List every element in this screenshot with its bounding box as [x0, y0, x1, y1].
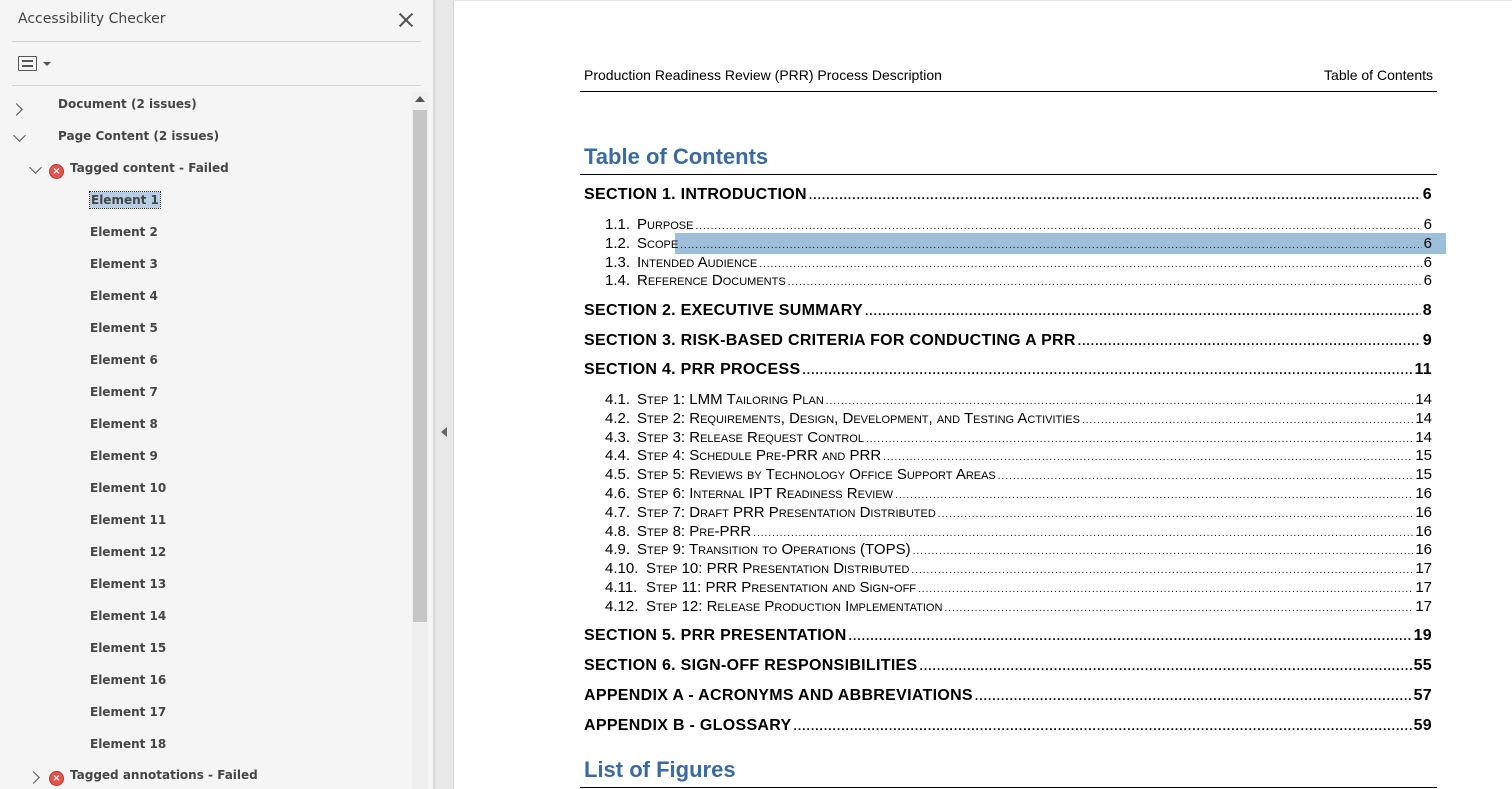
- chevron-down-icon: [43, 62, 51, 66]
- list-of-figures-heading: List of Figures: [584, 757, 736, 782]
- error-icon: ×: [49, 164, 64, 179]
- element-label: Element 11: [90, 513, 167, 527]
- toc-entry[interactable]: [584, 332, 1432, 350]
- element-item[interactable]: [0, 702, 412, 724]
- divider: [12, 85, 421, 86]
- toc-entry-page: 16: [1415, 523, 1432, 540]
- toc-entry-label: Step 11: PRR Presentation and Sign-off: [646, 579, 917, 596]
- close-icon[interactable]: [396, 10, 416, 30]
- element-item[interactable]: [0, 446, 412, 468]
- toc-entry[interactable]: [584, 186, 1432, 204]
- toc-entry-page: 17: [1415, 579, 1432, 596]
- panel-splitter[interactable]: [434, 0, 454, 789]
- scroll-up-icon[interactable]: [415, 96, 425, 102]
- toc-entry-number: 1.2.: [605, 235, 631, 252]
- scrollbar-thumb[interactable]: [413, 110, 427, 622]
- toc-entry-page: 14: [1415, 410, 1432, 427]
- toc-entry-page: 6: [1422, 186, 1432, 203]
- element-item[interactable]: [0, 350, 412, 372]
- toc-entry-label: Step 8: Pre-PRR: [637, 523, 752, 540]
- chevron-right-icon[interactable]: [10, 103, 23, 116]
- chevron-down-icon[interactable]: [13, 129, 26, 142]
- toc-entry-number: 4.8.: [605, 523, 631, 540]
- element-label: Element 16: [90, 673, 167, 687]
- element-label: Element 15: [90, 641, 167, 655]
- toc-entry-page: 16: [1415, 504, 1432, 521]
- element-label: Element 4: [90, 289, 158, 303]
- element-label: Element 2: [90, 225, 158, 239]
- toc-entry-label: Reference Documents: [637, 272, 786, 289]
- element-label: Element 18: [90, 737, 167, 751]
- element-label: Element 5: [90, 321, 158, 335]
- toc-entry-label: Step 4: Schedule Pre-PRR and PRR: [637, 447, 882, 464]
- element-label: Element 9: [90, 449, 158, 463]
- element-label: Element 3: [90, 257, 158, 271]
- toc-entry-page: 15: [1415, 466, 1432, 483]
- toc-entry[interactable]: [605, 391, 1432, 408]
- toc-entry-page: 55: [1413, 657, 1432, 674]
- element-item[interactable]: [0, 478, 412, 500]
- toc-entry[interactable]: [605, 523, 1432, 540]
- issues-tree: [0, 90, 412, 789]
- toc-entry-page: 14: [1415, 391, 1432, 408]
- toc-entry-number: 4.6.: [605, 485, 631, 502]
- options-menu-button[interactable]: [16, 53, 56, 75]
- toc-entry-label: SECTION 4. PRR PROCESS: [584, 361, 801, 378]
- toc-entry-page: 15: [1415, 447, 1432, 464]
- toc-entry-page: 17: [1415, 560, 1432, 577]
- element-label: Element 17: [90, 705, 167, 719]
- element-item[interactable]: [0, 382, 412, 404]
- toc-entry-number: 1.4.: [605, 272, 631, 289]
- element-label: Element 12: [90, 545, 167, 559]
- toc-entry-page: 6: [1423, 235, 1432, 252]
- element-label: Element 13: [90, 577, 167, 591]
- toc-entry[interactable]: [584, 627, 1432, 645]
- document-page: [455, 0, 1512, 789]
- toc-entry-page: 17: [1415, 598, 1432, 615]
- toc-entry-label: SECTION 6. SIGN-OFF RESPONSIBILITIES: [584, 657, 918, 674]
- toc-entry-number: 4.10.: [605, 560, 639, 577]
- tree-item-tagged-content[interactable]: [0, 158, 412, 180]
- element-label: Element 7: [90, 385, 158, 399]
- toc-entry-number: 1.3.: [605, 254, 631, 271]
- toc-entry-page: 6: [1423, 254, 1432, 271]
- tree-item-document[interactable]: [0, 94, 412, 116]
- element-label: Element 8: [90, 417, 158, 431]
- toc-entry-page: 14: [1415, 429, 1432, 446]
- tree-item-label: Page Content (2 issues): [58, 129, 220, 143]
- heading-rule: [580, 787, 1437, 788]
- accessibility-checker-panel: [0, 0, 434, 789]
- collapse-panel-icon[interactable]: [441, 427, 447, 437]
- element-item[interactable]: [0, 542, 412, 564]
- tree-item-label: Tagged annotations - Failed: [70, 768, 258, 782]
- toc-entry-page: 6: [1423, 216, 1432, 233]
- toc-entry[interactable]: [584, 687, 1432, 705]
- toc-entry-page: 11: [1414, 361, 1432, 378]
- toc-entry[interactable]: [584, 361, 1432, 379]
- toc-entry-label: Intended Audience: [637, 254, 758, 271]
- toc-entry-number: 4.1.: [605, 391, 631, 408]
- toc-entry-label: APPENDIX B - GLOSSARY: [584, 717, 792, 734]
- toc-entry[interactable]: [605, 598, 1432, 615]
- toc-entry-number: 1.1.: [605, 216, 631, 233]
- tree-item-label: Tagged content - Failed: [70, 161, 229, 175]
- toc-entry-number: 4.11.: [605, 579, 638, 596]
- toc-entry-label: Step 12: Release Production Implementation: [646, 598, 943, 615]
- toc-entry-label: Step 1: LMM Tailoring Plan: [637, 391, 824, 408]
- element-item[interactable]: [0, 574, 412, 596]
- toc-entry-label: Step 6: Internal IPT Readiness Review: [637, 485, 894, 502]
- toc-entry-label: APPENDIX A - ACRONYMS AND ABBREVIATIONS: [584, 687, 973, 704]
- toc-entry-label: Purpose: [637, 216, 694, 233]
- toc-entry-number: 4.12.: [605, 598, 639, 615]
- element-label: Element 6: [90, 353, 158, 367]
- page-header-section: Table of Contents: [1324, 67, 1433, 83]
- toc-entry-label: Step 3: Release Request Control: [637, 429, 864, 446]
- element-item[interactable]: [0, 318, 412, 340]
- element-item[interactable]: [0, 670, 412, 692]
- element-item[interactable]: [0, 190, 412, 212]
- element-label: Element 1: [91, 193, 159, 207]
- chevron-right-icon[interactable]: [27, 771, 40, 784]
- toc-entry[interactable]: [605, 429, 1432, 446]
- toc-entry[interactable]: [584, 717, 1432, 735]
- toc-entry-label: Step 5: Reviews by Technology Office Support Areas: [637, 466, 996, 483]
- toc-entry[interactable]: [605, 560, 1432, 577]
- toc-entry[interactable]: [605, 216, 1432, 233]
- element-item[interactable]: [0, 638, 412, 660]
- toc-entry-label: Step 7: Draft PRR Presentation Distributed: [637, 504, 936, 521]
- tree-item-label: Document (2 issues): [58, 97, 197, 111]
- toc-entry-label: Step 10: PRR Presentation Distributed: [646, 560, 910, 577]
- toc-entry-label: SECTION 2. EXECUTIVE SUMMARY: [584, 302, 863, 319]
- tree-scrollbar[interactable]: [412, 92, 428, 789]
- header-rule: [580, 91, 1437, 92]
- element-label: Element 14: [90, 609, 167, 623]
- panel-title: Accessibility Checker: [18, 11, 166, 27]
- tree-item-tagged-annotations[interactable]: [0, 766, 412, 788]
- element-item[interactable]: [0, 222, 412, 244]
- toc-entry[interactable]: [584, 657, 1432, 675]
- toc-entry[interactable]: [584, 302, 1432, 320]
- toc-entry[interactable]: [605, 272, 1432, 289]
- options-menu-icon: [18, 56, 37, 71]
- toc-entry-number: 4.9.: [605, 541, 631, 558]
- toc-entry-page: 16: [1415, 485, 1432, 502]
- toc-entry-label: SECTION 5. PRR PRESENTATION: [584, 627, 847, 644]
- toc-entry[interactable]: [605, 254, 1432, 271]
- heading-rule: [580, 174, 1437, 175]
- toc-entry[interactable]: [605, 504, 1432, 521]
- element-item[interactable]: [0, 734, 412, 756]
- toc-entry[interactable]: [605, 485, 1432, 502]
- toc-entry-label: Step 2: Requirements, Design, Development, and Testing Activities: [637, 410, 1080, 427]
- toc-entry-number: 4.3.: [605, 429, 631, 446]
- chevron-down-icon[interactable]: [29, 161, 42, 174]
- error-icon: ×: [49, 771, 64, 786]
- toc-entry-number: 4.5.: [605, 466, 631, 483]
- divider: [12, 41, 421, 42]
- toc-heading: Table of Contents: [584, 144, 769, 169]
- element-item[interactable]: [0, 606, 412, 628]
- toc-entry[interactable]: [605, 235, 1432, 252]
- toc-entry-label: SECTION 1. INTRODUCTION: [584, 186, 807, 203]
- toc-entry[interactable]: [605, 410, 1432, 427]
- toc-entry[interactable]: [605, 466, 1432, 483]
- element-item[interactable]: [0, 286, 412, 308]
- element-item[interactable]: [0, 510, 412, 532]
- toc-entry-page: 6: [1423, 272, 1432, 289]
- element-item[interactable]: [0, 414, 412, 436]
- toc-entry-page: 16: [1415, 541, 1432, 558]
- tree-item-page-content[interactable]: [0, 126, 412, 148]
- toc-entry-label: Step 9: Transition to Operations (TOPS): [637, 541, 911, 558]
- toc-entry-page: 9: [1422, 332, 1432, 349]
- element-item[interactable]: [0, 254, 412, 276]
- toc-entry[interactable]: [605, 579, 1432, 596]
- toc-entry-page: 8: [1422, 302, 1432, 319]
- toc-entry-number: 4.2.: [605, 410, 631, 427]
- toc-entry-page: 57: [1413, 687, 1432, 704]
- element-label: Element 10: [90, 481, 167, 495]
- toc-entry-number: 4.4.: [605, 447, 631, 464]
- toc-entry-label: SECTION 3. RISK-BASED CRITERIA FOR CONDUCTING A PRR: [584, 332, 1076, 349]
- toc-entry[interactable]: [605, 447, 1432, 464]
- toc-entry-number: 4.7.: [605, 504, 631, 521]
- toc-entry-page: 19: [1413, 627, 1432, 644]
- toc-entry-label: Scope: [637, 235, 679, 252]
- toc-entry[interactable]: [605, 541, 1432, 558]
- toc-entry-page: 59: [1413, 717, 1432, 734]
- page-header-title: Production Readiness Review (PRR) Process Description: [584, 67, 942, 83]
